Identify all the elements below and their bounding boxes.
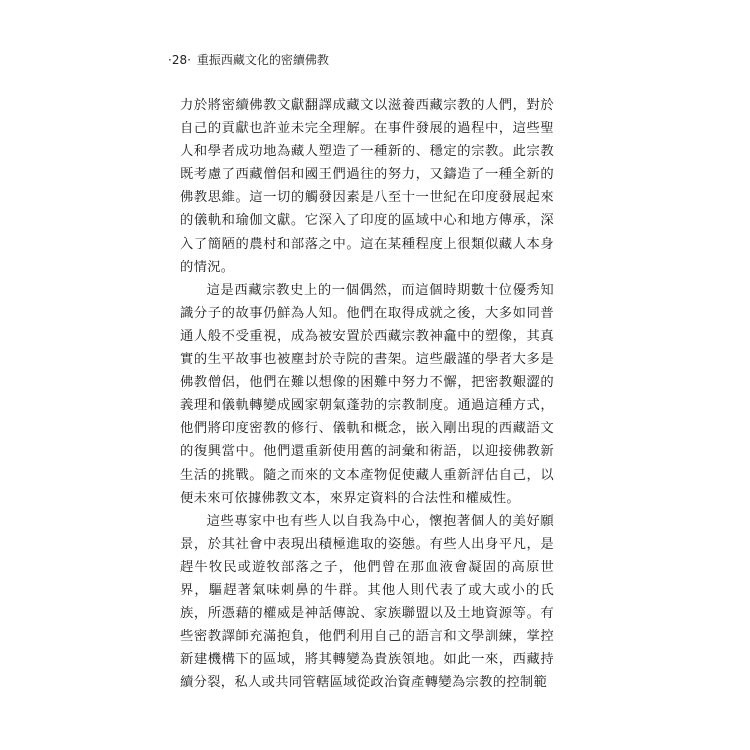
page-number: ·28· xyxy=(168,53,191,67)
paragraph: 力於將密續佛教文獻翻譯成藏文以滋養西藏宗教的人們，對於自己的貢獻也許並未完全理解。在事件發展的過程中，這些聖人和學者成功地為藏人塑造了一種新的、穩定的宗教。此宗教既考慮了西藏僧侶和國王們過往的努力，又鑄造了一種全新的佛教思維。這一切的觸發因素是八至十一世紀在印度發展起來的儀軌和瑜伽文獻。它深入了印度的區域中心和地方傳承，深入了簡陋的農村和部落之中。這在某種程度上很類似藏人本身的情況。 xyxy=(180,98,554,275)
chapter-title: 重振西藏文化的密續佛教 xyxy=(196,53,329,67)
body-text xyxy=(180,94,554,694)
running-header xyxy=(168,52,329,68)
paragraph: 這是西藏宗教史上的一個偶然，而這個時期數十位優秀知識分子的故事仍鮮為人知。他們在取得成就之後，大多如同普通人般不受重視，成為被安置於西藏宗教神龕中的塑像，其真實的生平故事也被塵封於寺院的書架。這些嚴謹的學者大多是佛教僧侶，他們在難以想像的困難中努力不懈，把密教艱澀的義理和儀軌轉變成國家朝氣蓬勃的宗教制度。通過這種方式，他們將印度密教的修行、儀軌和概念，嵌入剛出現的西藏語文的復興當中。他們還重新使用舊的詞彙和術語，以迎接佛教新生活的挑戰。隨之而來的文本產物促使藏人重新評估自己，以便未來可依據佛教文本，來界定資料的合法性和權威性。 xyxy=(180,282,554,506)
paragraph: 這些專家中也有些人以自我為中心，懷抱著個人的美好願景，於其社會中表現出積極進取的姿態。有些人出身平凡，是趕牛牧民或遊牧部落之子，他們曾在那血液會凝固的高原世界，驅趕著氣味刺鼻的牛群。其他人則代表了或大或小的氏族，所憑藉的權威是神話傳說、家族聯盟以及土地資源等。有些密教譯師充滿抱負，他們利用自己的語言和文學訓練，掌控新建機構下的區域，將其轉變為貴族領地。如此一來，西藏持續分裂，私人或共同管轄區域從政治資產轉變為宗教的控制範 xyxy=(180,513,554,691)
